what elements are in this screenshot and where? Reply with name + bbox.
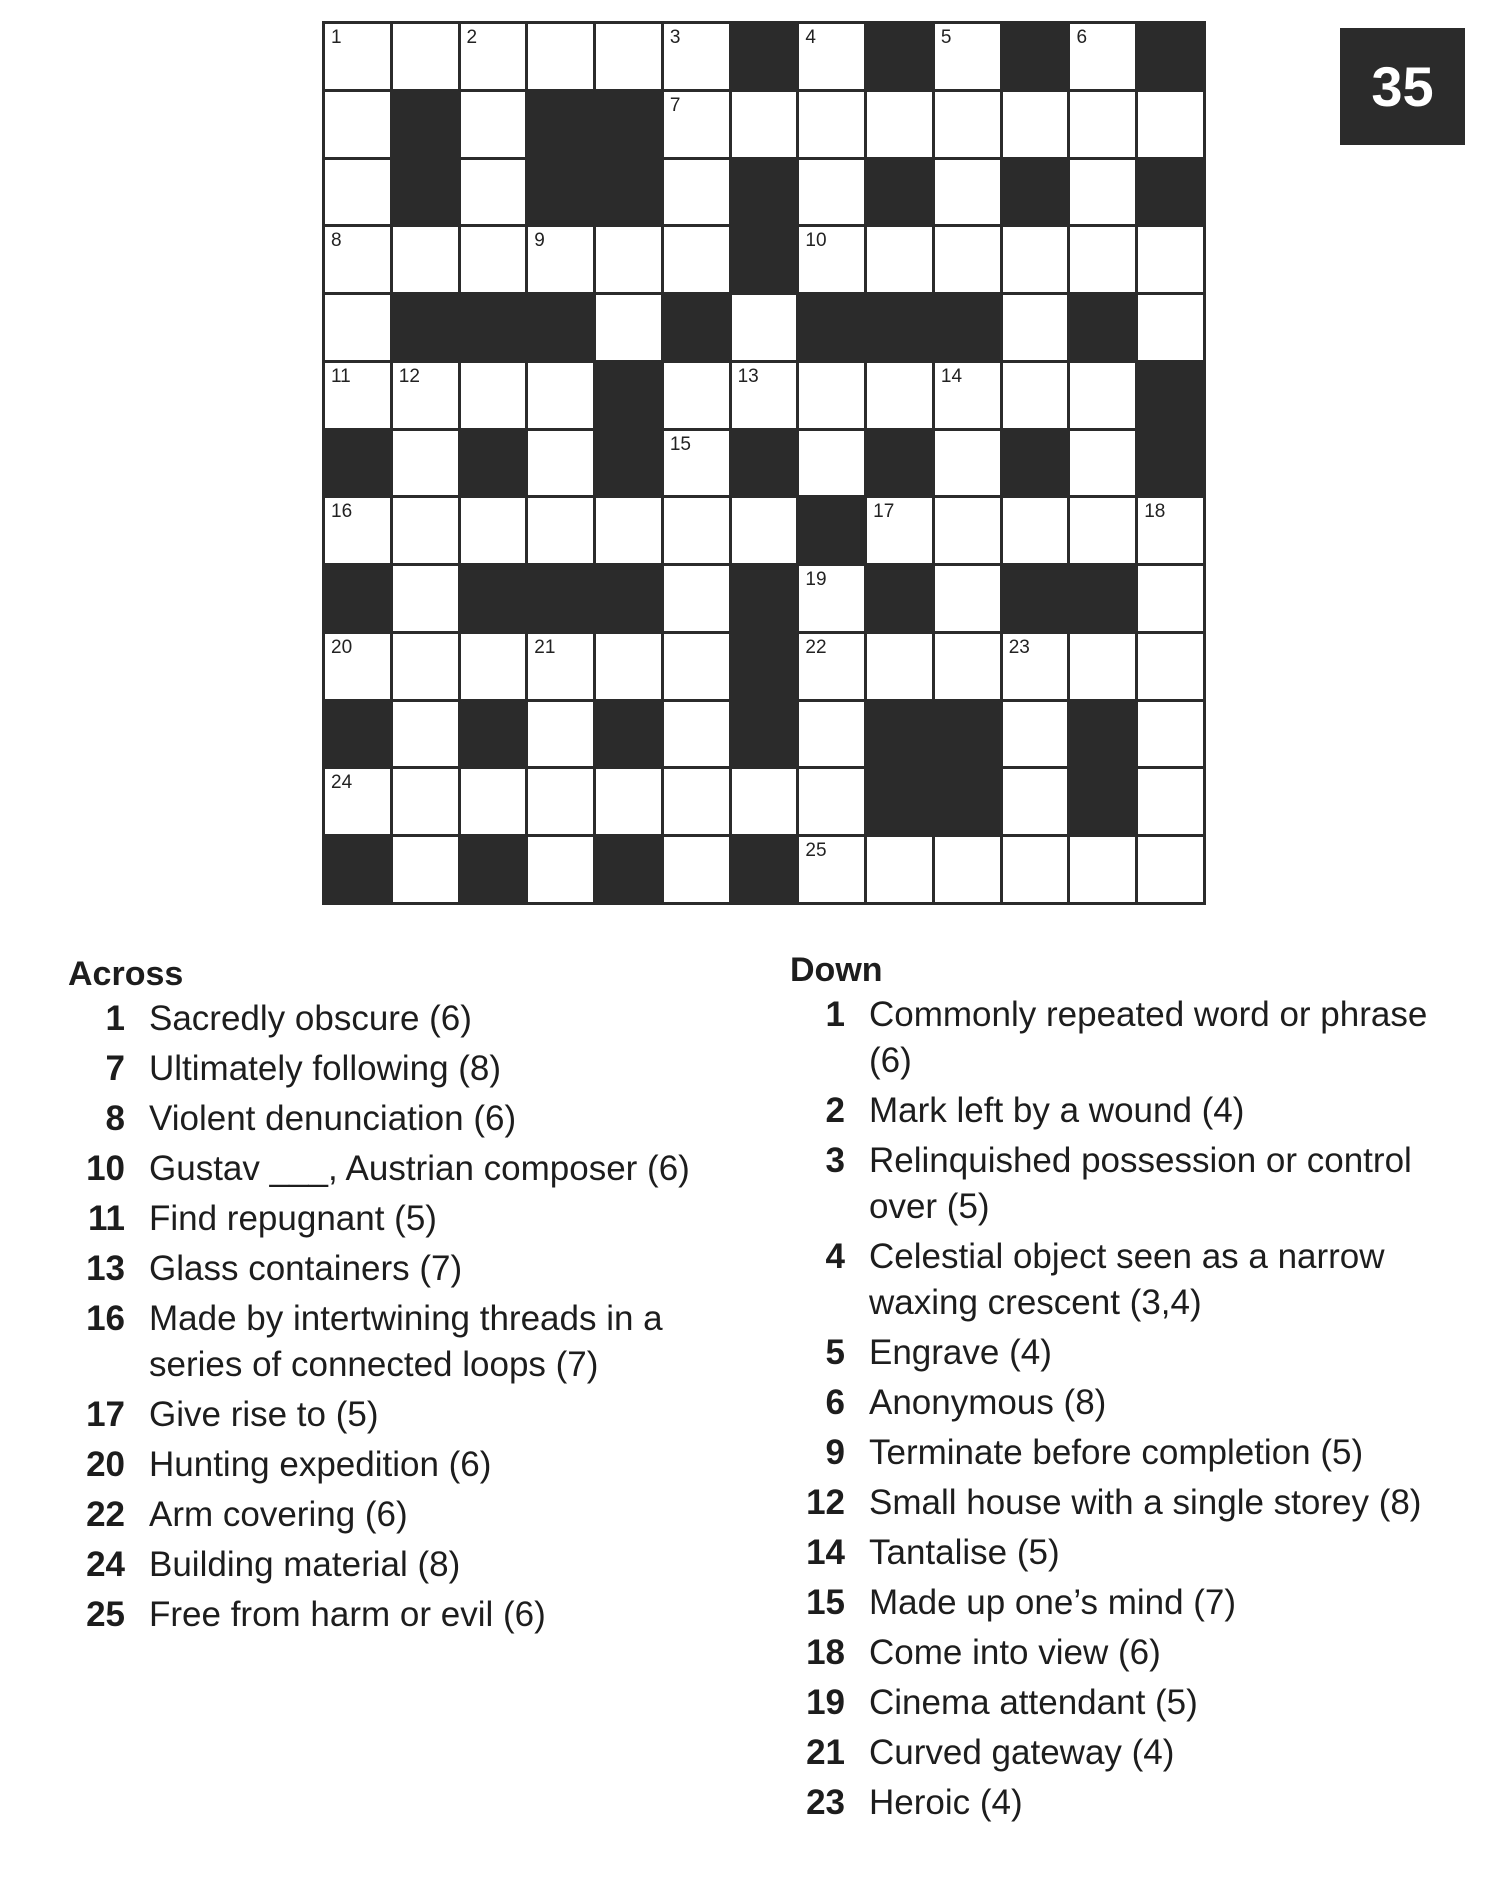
clue-number: 20: [86, 1445, 125, 1484]
white-cell[interactable]: [664, 160, 729, 225]
white-cell[interactable]: [461, 227, 526, 292]
clue-text: Free from harm or evil (6): [149, 1595, 546, 1634]
white-cell[interactable]: [664, 837, 729, 902]
black-cell: [1003, 24, 1068, 89]
white-cell[interactable]: [325, 24, 390, 89]
white-cell[interactable]: [325, 227, 390, 292]
black-cell: [461, 702, 526, 767]
white-cell[interactable]: [799, 363, 864, 428]
cell-number: 16: [331, 501, 353, 523]
black-cell: [935, 702, 1000, 767]
across-clue-item: [70, 1246, 760, 1292]
cell-number: 7: [669, 94, 681, 116]
black-cell: [867, 431, 932, 496]
clue-text: Terminate before completion (5): [869, 1433, 1364, 1472]
white-cell[interactable]: [461, 363, 526, 428]
clue-number: 9: [825, 1433, 845, 1472]
white-cell[interactable]: [1070, 92, 1135, 157]
down-clue-item: [790, 1380, 1490, 1426]
white-cell[interactable]: [528, 498, 593, 563]
clue-text: Hunting expedition (6): [149, 1445, 492, 1484]
white-cell[interactable]: [867, 634, 932, 699]
black-cell: [867, 295, 932, 360]
cell-number: 19: [805, 569, 827, 591]
clue-number: 11: [88, 1199, 125, 1238]
down-clue-item: [790, 1088, 1490, 1134]
cell-number: 8: [331, 230, 342, 252]
white-cell[interactable]: [664, 24, 729, 89]
white-cell[interactable]: [867, 363, 932, 428]
clue-number: 19: [806, 1683, 845, 1722]
black-cell: [528, 295, 593, 360]
cell-number: 23: [1008, 636, 1030, 658]
white-cell[interactable]: [799, 702, 864, 767]
white-cell[interactable]: [325, 634, 390, 699]
white-cell[interactable]: [664, 227, 729, 292]
clue-text: Arm covering (6): [149, 1495, 408, 1534]
black-cell: [393, 295, 458, 360]
black-cell: [596, 702, 661, 767]
white-cell[interactable]: [461, 160, 526, 225]
across-clue-item: [70, 1442, 760, 1488]
black-cell: [461, 295, 526, 360]
white-cell[interactable]: [393, 431, 458, 496]
white-cell[interactable]: [1138, 702, 1203, 767]
black-cell: [1003, 431, 1068, 496]
white-cell[interactable]: [596, 227, 661, 292]
white-cell[interactable]: [461, 92, 526, 157]
clue-number: 24: [86, 1545, 125, 1584]
black-cell: [461, 566, 526, 631]
black-cell: [732, 566, 797, 631]
down-clue-item: [790, 1680, 1490, 1726]
clue-text: Made by intertwining threads in a series of connected loops (7): [149, 1299, 663, 1384]
white-cell[interactable]: [799, 24, 864, 89]
white-cell[interactable]: [1138, 634, 1203, 699]
white-cell[interactable]: [732, 769, 797, 834]
white-cell[interactable]: [393, 837, 458, 902]
clue-text: Celestial object seen as a narrow waxing crescent (3,4): [869, 1237, 1385, 1322]
white-cell[interactable]: [528, 24, 593, 89]
down-clue-item: [790, 1630, 1490, 1676]
clue-text: Building material (8): [149, 1545, 461, 1584]
cell-number: 22: [805, 636, 827, 658]
black-cell: [1003, 566, 1068, 631]
black-cell: [596, 363, 661, 428]
white-cell[interactable]: [799, 92, 864, 157]
white-cell[interactable]: [596, 24, 661, 89]
white-cell[interactable]: [325, 769, 390, 834]
clue-text: Made up one’s mind (7): [869, 1583, 1237, 1622]
white-cell[interactable]: [935, 92, 1000, 157]
white-cell[interactable]: [935, 634, 1000, 699]
down-clue-item: [790, 992, 1490, 1084]
white-cell[interactable]: [799, 160, 864, 225]
down-clue-item: [790, 1430, 1490, 1476]
down-clue-list: [790, 992, 1490, 1830]
clue-text: Commonly repeated word or phrase (6): [869, 995, 1428, 1080]
white-cell[interactable]: [393, 769, 458, 834]
cell-number: 18: [1144, 501, 1166, 523]
clue-number: 14: [806, 1533, 845, 1572]
white-cell[interactable]: [1070, 363, 1135, 428]
white-cell[interactable]: [1138, 769, 1203, 834]
black-cell: [867, 702, 932, 767]
black-cell: [867, 160, 932, 225]
white-cell[interactable]: [799, 566, 864, 631]
white-cell[interactable]: [528, 702, 593, 767]
white-cell[interactable]: [799, 431, 864, 496]
white-cell[interactable]: [393, 363, 458, 428]
white-cell[interactable]: [1003, 295, 1068, 360]
clue-text: Heroic (4): [869, 1783, 1023, 1822]
black-cell: [1138, 431, 1203, 496]
black-cell: [732, 702, 797, 767]
white-cell[interactable]: [528, 227, 593, 292]
white-cell[interactable]: [393, 24, 458, 89]
white-cell[interactable]: [325, 498, 390, 563]
white-cell[interactable]: [1070, 837, 1135, 902]
white-cell[interactable]: [393, 702, 458, 767]
clue-number: 3: [825, 1141, 845, 1180]
down-clue-item: [790, 1780, 1490, 1826]
white-cell[interactable]: [935, 566, 1000, 631]
clue-text: Give rise to (5): [149, 1395, 379, 1434]
black-cell: [596, 92, 661, 157]
clue-text: Tantalise (5): [869, 1533, 1060, 1572]
cell-number: 15: [669, 433, 691, 455]
white-cell[interactable]: [867, 227, 932, 292]
across-clue-item: [70, 1592, 760, 1638]
cell-number: 20: [331, 636, 353, 658]
clue-text: Mark left by a wound (4): [869, 1091, 1245, 1130]
clue-number: 16: [86, 1299, 125, 1338]
black-cell: [732, 227, 797, 292]
black-cell: [1070, 702, 1135, 767]
white-cell[interactable]: [935, 160, 1000, 225]
white-cell[interactable]: [1070, 24, 1135, 89]
black-cell: [325, 431, 390, 496]
white-cell[interactable]: [799, 227, 864, 292]
black-cell: [596, 431, 661, 496]
clue-text: Ultimately following (8): [149, 1049, 502, 1088]
across-clue-item: [70, 1196, 760, 1242]
white-cell[interactable]: [664, 431, 729, 496]
down-clue-item: [790, 1234, 1490, 1326]
clue-text: Come into view (6): [869, 1633, 1161, 1672]
black-cell: [528, 566, 593, 631]
white-cell[interactable]: [799, 769, 864, 834]
across-heading: Across: [68, 955, 184, 993]
across-clue-item: [70, 1492, 760, 1538]
white-cell[interactable]: [528, 363, 593, 428]
white-cell[interactable]: [799, 837, 864, 902]
white-cell[interactable]: [393, 227, 458, 292]
white-cell[interactable]: [935, 24, 1000, 89]
across-clue-item: [70, 1296, 760, 1388]
black-cell: [596, 566, 661, 631]
black-cell: [461, 431, 526, 496]
white-cell[interactable]: [867, 498, 932, 563]
clue-number: 21: [806, 1733, 845, 1772]
clue-number: 18: [806, 1633, 845, 1672]
cell-number: 14: [940, 365, 963, 387]
puzzle-number-badge: 35: [1340, 28, 1465, 145]
white-cell[interactable]: [1003, 498, 1068, 563]
white-cell[interactable]: [325, 363, 390, 428]
crossword-grid: [322, 21, 1206, 905]
white-cell[interactable]: [393, 634, 458, 699]
clue-number: 17: [86, 1395, 125, 1434]
clue-number: 25: [86, 1595, 125, 1634]
clue-text: Anonymous (8): [869, 1383, 1107, 1422]
black-cell: [393, 92, 458, 157]
down-heading: Down: [790, 951, 883, 989]
white-cell[interactable]: [393, 498, 458, 563]
cell-number: 9: [534, 230, 545, 252]
black-cell: [732, 24, 797, 89]
white-cell[interactable]: [596, 769, 661, 834]
white-cell[interactable]: [1138, 498, 1203, 563]
white-cell[interactable]: [1003, 702, 1068, 767]
black-cell: [867, 566, 932, 631]
across-clue-item: [70, 1046, 760, 1092]
white-cell[interactable]: [664, 566, 729, 631]
white-cell[interactable]: [935, 431, 1000, 496]
cell-number: 17: [873, 501, 895, 523]
white-cell[interactable]: [393, 566, 458, 631]
black-cell: [1070, 295, 1135, 360]
white-cell[interactable]: [1138, 92, 1203, 157]
white-cell[interactable]: [664, 92, 729, 157]
clue-number: 23: [806, 1783, 845, 1822]
clue-text: Violent denunciation (6): [149, 1099, 517, 1138]
clue-text: Cinema attendant (5): [869, 1683, 1198, 1722]
white-cell[interactable]: [1070, 634, 1135, 699]
clue-number: 4: [825, 1237, 845, 1276]
across-clue-item: [70, 1146, 760, 1192]
cell-number: 13: [737, 365, 759, 387]
clue-text: Find repugnant (5): [149, 1199, 437, 1238]
black-cell: [325, 837, 390, 902]
clue-number: 12: [806, 1483, 845, 1522]
white-cell[interactable]: [528, 431, 593, 496]
black-cell: [664, 295, 729, 360]
clue-text: Engrave (4): [869, 1333, 1052, 1372]
white-cell[interactable]: [1138, 837, 1203, 902]
across-clue-item: [70, 1542, 760, 1588]
white-cell[interactable]: [596, 498, 661, 563]
cell-number: 10: [805, 230, 827, 252]
white-cell[interactable]: [528, 634, 593, 699]
clue-text: Curved gateway (4): [869, 1733, 1175, 1772]
across-clue-item: [70, 1096, 760, 1142]
white-cell[interactable]: [1138, 295, 1203, 360]
cell-number: 6: [1076, 27, 1088, 48]
white-cell[interactable]: [935, 498, 1000, 563]
white-cell[interactable]: [461, 769, 526, 834]
cell-number: 25: [805, 840, 827, 862]
black-cell: [732, 431, 797, 496]
black-cell: [799, 295, 864, 360]
white-cell[interactable]: [1070, 498, 1135, 563]
cell-number: 4: [805, 27, 816, 48]
white-cell[interactable]: [867, 837, 932, 902]
black-cell: [596, 160, 661, 225]
white-cell[interactable]: [461, 634, 526, 699]
clue-number: 8: [105, 1099, 125, 1138]
cell-number: 24: [331, 772, 353, 794]
white-cell[interactable]: [664, 634, 729, 699]
clue-number: 22: [86, 1495, 125, 1534]
black-cell: [935, 769, 1000, 834]
white-cell[interactable]: [1070, 431, 1135, 496]
white-cell[interactable]: [1070, 227, 1135, 292]
white-cell[interactable]: [461, 498, 526, 563]
white-cell[interactable]: [1003, 837, 1068, 902]
black-cell: [325, 702, 390, 767]
white-cell[interactable]: [528, 769, 593, 834]
black-cell: [596, 837, 661, 902]
white-cell[interactable]: [325, 295, 390, 360]
black-cell: [461, 837, 526, 902]
white-cell[interactable]: [528, 837, 593, 902]
black-cell: [528, 92, 593, 157]
black-cell: [732, 837, 797, 902]
white-cell[interactable]: [1070, 160, 1135, 225]
cell-number: 1: [331, 27, 342, 48]
black-cell: [1138, 363, 1203, 428]
clue-number: 6: [825, 1383, 845, 1422]
white-cell[interactable]: [1003, 92, 1068, 157]
black-cell: [867, 24, 932, 89]
black-cell: [732, 634, 797, 699]
clue-number: 1: [825, 995, 845, 1034]
cell-number: 5: [940, 27, 952, 48]
white-cell[interactable]: [935, 837, 1000, 902]
white-cell[interactable]: [325, 160, 390, 225]
down-clue-item: [790, 1138, 1490, 1230]
white-cell[interactable]: [799, 634, 864, 699]
white-cell[interactable]: [461, 24, 526, 89]
across-clue-item: [70, 1392, 760, 1438]
white-cell[interactable]: [935, 227, 1000, 292]
white-cell[interactable]: [732, 498, 797, 563]
black-cell: [1138, 24, 1203, 89]
clue-number: 15: [806, 1583, 845, 1622]
white-cell[interactable]: [664, 363, 729, 428]
white-cell[interactable]: [664, 702, 729, 767]
black-cell: [325, 566, 390, 631]
black-cell: [528, 160, 593, 225]
white-cell[interactable]: [1003, 634, 1068, 699]
white-cell[interactable]: [1003, 769, 1068, 834]
black-cell: [867, 769, 932, 834]
white-cell[interactable]: [867, 92, 932, 157]
clue-number: 2: [825, 1091, 845, 1130]
across-clue-list: [70, 996, 760, 1642]
clue-number: 7: [105, 1049, 125, 1088]
black-cell: [799, 498, 864, 563]
black-cell: [1070, 769, 1135, 834]
across-clue-item: [70, 996, 760, 1042]
clue-text: Sacredly obscure (6): [149, 999, 472, 1038]
clue-number: 5: [825, 1333, 845, 1372]
down-clue-item: [790, 1530, 1490, 1576]
black-cell: [732, 160, 797, 225]
white-cell[interactable]: [1138, 227, 1203, 292]
white-cell[interactable]: [664, 769, 729, 834]
cell-number: 2: [466, 27, 478, 48]
black-cell: [393, 160, 458, 225]
white-cell[interactable]: [1003, 363, 1068, 428]
black-cell: [1003, 160, 1068, 225]
cell-number: 11: [331, 365, 351, 387]
cell-number: 12: [398, 365, 420, 387]
white-cell[interactable]: [1003, 227, 1068, 292]
down-clue-item: [790, 1480, 1490, 1526]
black-cell: [935, 295, 1000, 360]
clue-number: 1: [105, 999, 125, 1038]
white-cell[interactable]: [325, 92, 390, 157]
clue-text: Relinquished possession or control over (5): [869, 1141, 1412, 1226]
white-cell[interactable]: [596, 634, 661, 699]
clue-text: Small house with a single storey (8): [869, 1483, 1422, 1522]
cell-number: 21: [534, 636, 556, 658]
black-cell: [1138, 160, 1203, 225]
down-clue-item: [790, 1330, 1490, 1376]
clue-number: 10: [86, 1149, 125, 1188]
white-cell[interactable]: [732, 92, 797, 157]
cell-number: 3: [669, 27, 681, 48]
black-cell: [1070, 566, 1135, 631]
clue-text: Gustav ___, Austrian composer (6): [149, 1149, 690, 1188]
down-clue-item: [790, 1580, 1490, 1626]
white-cell[interactable]: [732, 295, 797, 360]
white-cell[interactable]: [935, 363, 1000, 428]
clue-number: 13: [86, 1249, 125, 1288]
white-cell[interactable]: [664, 498, 729, 563]
white-cell[interactable]: [596, 295, 661, 360]
down-clue-item: [790, 1730, 1490, 1776]
white-cell[interactable]: [1138, 566, 1203, 631]
clue-text: Glass containers (7): [149, 1249, 463, 1288]
white-cell[interactable]: [732, 363, 797, 428]
